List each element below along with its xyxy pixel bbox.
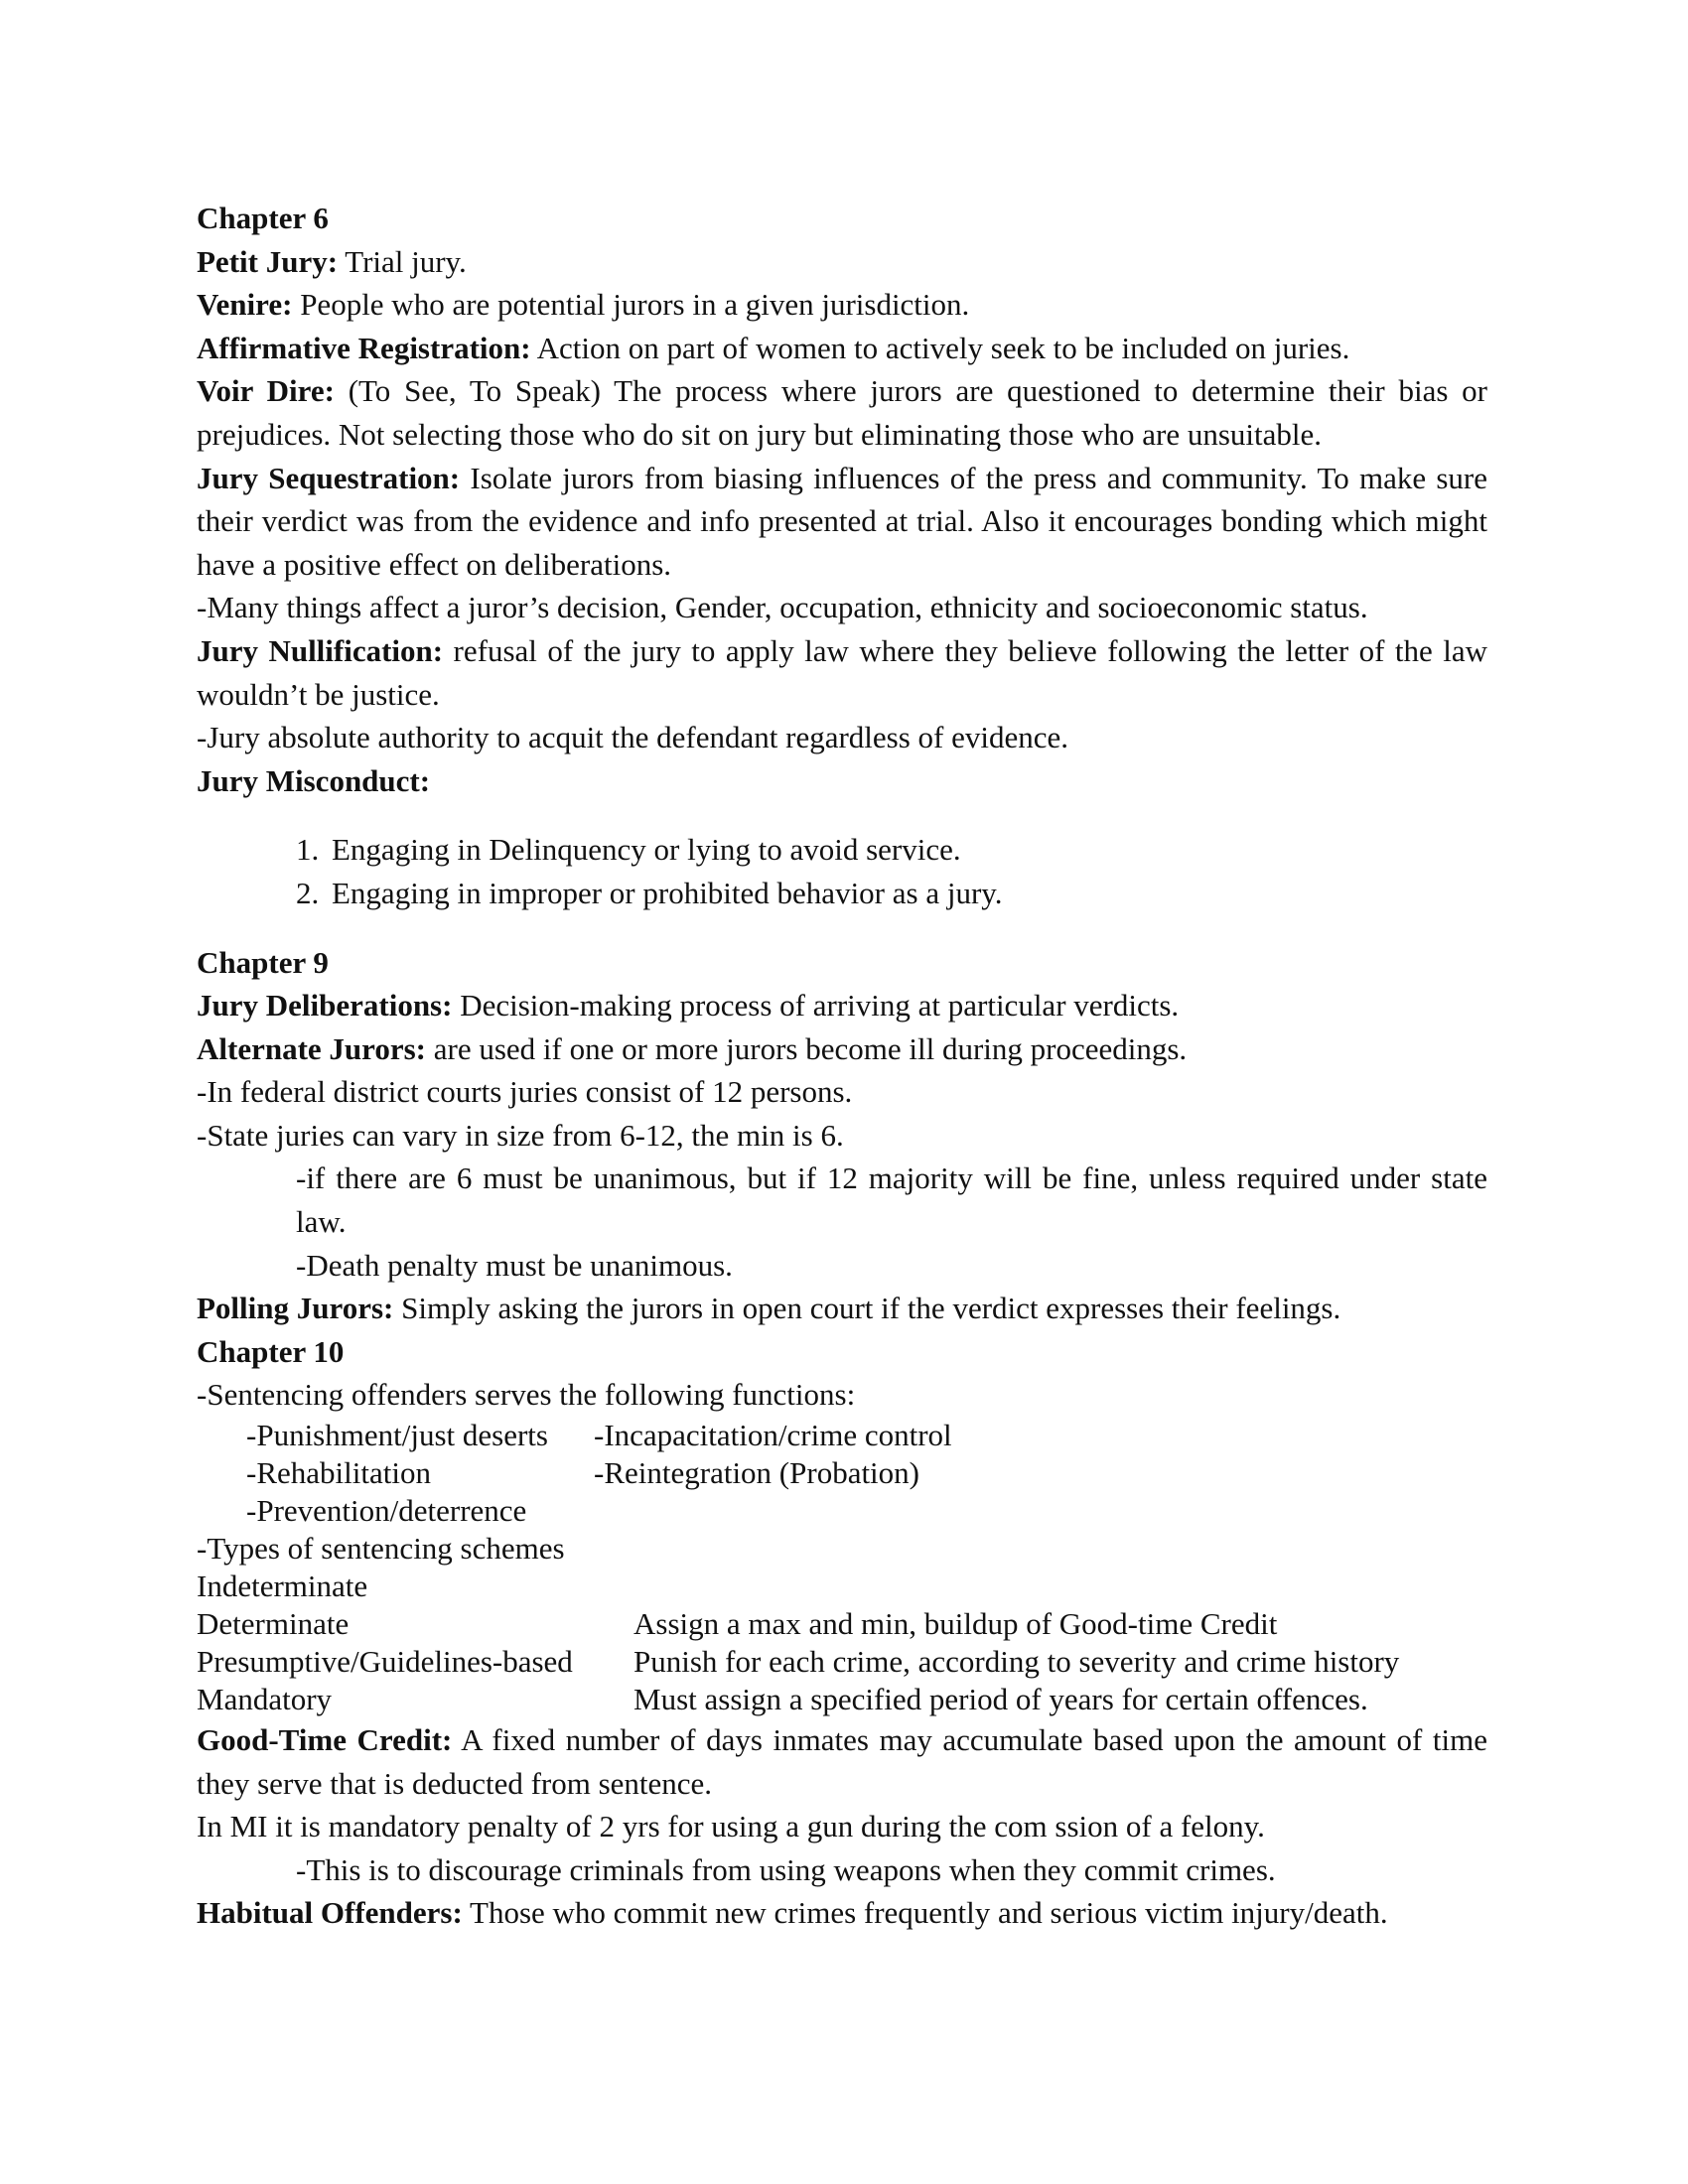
misconduct-list: [197, 828, 1487, 914]
chapter-6-heading: Chapter 6: [197, 201, 329, 235]
affirmative-registration-entry: Affirmative Registration: Action on part of women to actively seek to be included on juries.: [197, 330, 1350, 365]
unanimous-note: -if there are 6 must be unanimous, but if 12 majority will be fine, unless required under state law.: [296, 1160, 1487, 1240]
scheme-name: Determinate: [197, 1606, 350, 1642]
sentencing-functions-grid: [197, 1417, 1487, 1530]
sentencing-functions-intro: -Sentencing offenders serves the following functions:: [197, 1377, 856, 1413]
sentencing-schemes-table: [197, 1568, 1487, 1718]
sentencing-schemes-intro: -Types of sentencing schemes: [197, 1531, 565, 1567]
notes-body: [197, 197, 1487, 1935]
petit-jury-entry: Petit Jury: Trial jury.: [197, 243, 467, 279]
scheme-name: Mandatory: [197, 1682, 333, 1717]
jury-deliberations-entry: Jury Deliberations: Decision-making process of arriving at particular verdicts.: [197, 988, 1180, 1024]
function-item: -Punishment/just deserts: [246, 1418, 548, 1453]
habitual-offenders-entry: Habitual Offenders: Those who commit new crimes frequently and serious victim injury/death.: [197, 1895, 1388, 1931]
nullification-note: -Jury absolute authority to acquit the defendant regardless of evidence.: [197, 720, 1069, 755]
chapter-10-heading: Chapter 10: [197, 1333, 345, 1369]
jury-misconduct-entry: Jury Misconduct:: [197, 762, 431, 798]
alternate-jurors-entry: Alternate Jurors: are used if one or more jurors become ill during proceedings.: [197, 1030, 1188, 1066]
death-penalty-note: -Death penalty must be unanimous.: [296, 1247, 733, 1283]
state-juries-note: -State juries can vary in size from 6-12, the min is 6.: [197, 1117, 844, 1153]
scheme-name: Indeterminate: [197, 1569, 368, 1604]
scheme-desc: [633, 1568, 1487, 1605]
function-item: -Reintegration (Probation): [594, 1455, 919, 1491]
good-time-credit-entry: Good-Time Credit: A fixed number of days inmates may accumulate based upon the amount of time they serve that is deducted from sentence.: [197, 1722, 1487, 1801]
scheme-desc: Punish for each crime, according to severity and crime history: [633, 1644, 1400, 1680]
scheme-desc: Must assign a specified period of years for certain offences.: [633, 1682, 1368, 1717]
michigan-gun-subnote: -This is to discourage criminals from using weapons when they commit crimes.: [296, 1851, 1276, 1887]
list-item: 1. Engaging in Delinquency or lying to avoid service.: [296, 832, 961, 868]
voir-dire-entry: Voir Dire: (To See, To Speak) The process where jurors are questioned to determine their bias or prejudices. Not selecting those who do sit on jury but eliminating those who are unsuitable.: [197, 373, 1487, 452]
venire-entry: Venire: People who are potential jurors in a given jurisdiction.: [197, 287, 970, 323]
chapter-9-heading: Chapter 9: [197, 944, 329, 980]
scheme-name: Presumptive/Guidelines-based: [197, 1644, 573, 1680]
michigan-gun-note: In MI it is mandatory penalty of 2 yrs for using a gun during the com ssion of a felony.: [197, 1809, 1265, 1844]
function-item: -Prevention/deterrence: [246, 1493, 527, 1529]
scheme-desc: Assign a max and min, buildup of Good-time Credit: [633, 1606, 1278, 1642]
jury-sequestration-entry: Jury Sequestration: Isolate jurors from biasing influences of the press and community. To make sure their verdict was from the evidence and info presented at trial. Also it encourages bonding which might have a positive effect on deliberations.: [197, 460, 1488, 582]
juror-decision-note: -Many things affect a juror’s decision, Gender, occupation, ethnicity and socioeconomic status.: [197, 590, 1368, 625]
list-item: 2. Engaging in improper or prohibited behavior as a jury.: [296, 875, 1003, 910]
federal-juries-note: -In federal district courts juries consist of 12 persons.: [197, 1074, 853, 1110]
function-item: [594, 1492, 991, 1530]
function-item: -Rehabilitation: [246, 1455, 431, 1491]
jury-nullification-entry: Jury Nullification: refusal of the jury to apply law where they believe following the letter of the law wouldn’t be justice.: [197, 632, 1487, 712]
function-item: -Incapacitation/crime control: [594, 1418, 952, 1453]
polling-jurors-entry: Polling Jurors: Simply asking the jurors in open court if the verdict expresses their feelings.: [197, 1291, 1341, 1326]
